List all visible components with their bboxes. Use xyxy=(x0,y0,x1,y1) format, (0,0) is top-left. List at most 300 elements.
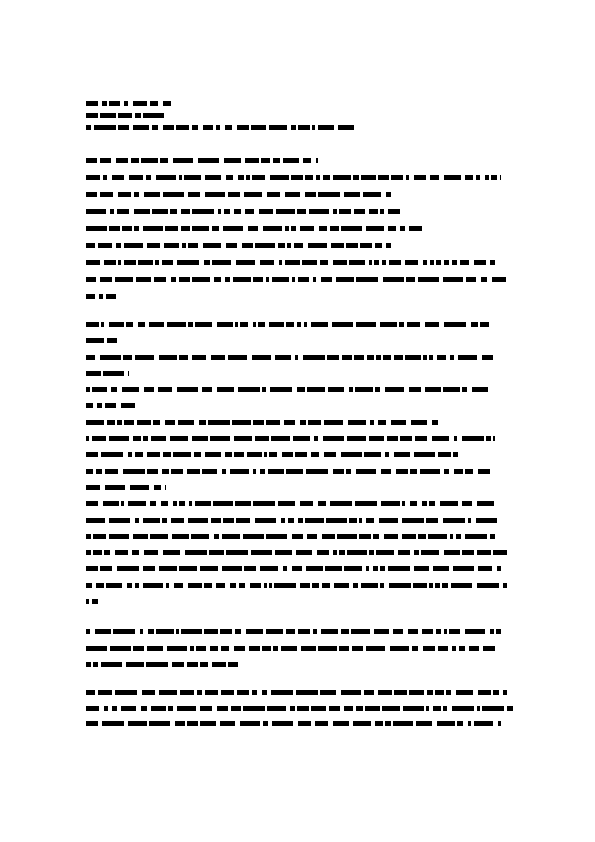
word-mark xyxy=(444,629,447,634)
word-mark xyxy=(134,226,139,231)
word-mark xyxy=(433,706,441,711)
word-mark xyxy=(452,260,457,265)
word-mark xyxy=(212,260,231,265)
text-line xyxy=(86,629,516,634)
word-mark xyxy=(128,452,132,457)
word-mark xyxy=(468,721,471,726)
word-mark xyxy=(263,226,282,231)
word-mark xyxy=(394,355,403,360)
word-mark xyxy=(123,469,145,474)
word-mark xyxy=(374,629,389,634)
word-mark xyxy=(456,690,473,695)
word-mark xyxy=(86,260,100,265)
word-mark xyxy=(352,646,363,651)
word-mark xyxy=(270,175,289,180)
word-mark xyxy=(261,158,270,163)
text-line xyxy=(86,721,516,726)
word-mark xyxy=(144,387,154,392)
word-mark xyxy=(321,629,338,634)
word-mark xyxy=(418,277,439,282)
word-mark xyxy=(244,192,262,197)
word-mark xyxy=(192,226,209,231)
word-mark xyxy=(116,158,128,163)
word-mark xyxy=(402,518,424,523)
word-mark xyxy=(203,243,221,248)
word-mark xyxy=(194,452,201,457)
word-mark xyxy=(460,260,469,265)
word-mark xyxy=(503,690,507,695)
word-mark xyxy=(327,355,339,360)
word-mark xyxy=(414,175,426,180)
word-mark xyxy=(250,583,261,588)
word-mark xyxy=(172,662,184,667)
word-mark xyxy=(471,322,478,327)
word-mark xyxy=(103,175,107,180)
word-mark xyxy=(154,277,166,282)
word-mark xyxy=(402,501,405,506)
word-mark xyxy=(101,662,122,667)
word-mark xyxy=(94,125,116,130)
word-mark xyxy=(388,226,396,231)
word-mark xyxy=(118,113,132,118)
word-mark xyxy=(318,125,334,130)
word-mark xyxy=(143,226,163,231)
word-mark xyxy=(381,469,391,474)
word-mark xyxy=(400,436,412,441)
word-mark xyxy=(322,583,330,588)
word-mark xyxy=(199,420,206,425)
word-mark xyxy=(148,629,154,634)
word-mark xyxy=(272,277,289,282)
word-mark xyxy=(444,322,466,327)
word-mark xyxy=(393,721,413,726)
word-mark xyxy=(278,501,295,506)
word-mark xyxy=(378,420,386,425)
word-mark xyxy=(226,243,237,248)
word-mark xyxy=(267,192,280,197)
word-mark xyxy=(200,721,216,726)
word-mark xyxy=(234,452,244,457)
word-mark xyxy=(143,566,155,571)
word-mark xyxy=(333,469,344,474)
word-mark xyxy=(405,260,418,265)
word-mark xyxy=(275,355,291,360)
word-mark xyxy=(156,175,176,180)
word-mark xyxy=(86,322,99,327)
word-mark xyxy=(369,209,378,214)
word-mark xyxy=(150,101,158,106)
word-mark xyxy=(341,452,362,457)
word-mark xyxy=(341,226,362,231)
word-mark xyxy=(297,209,306,214)
word-mark xyxy=(86,550,91,555)
word-mark xyxy=(465,175,473,180)
word-mark xyxy=(166,583,169,588)
word-mark xyxy=(106,583,122,588)
word-mark xyxy=(86,277,96,282)
word-mark xyxy=(388,209,400,214)
word-mark xyxy=(298,518,303,523)
word-mark xyxy=(349,387,353,392)
word-mark xyxy=(476,175,480,180)
word-mark xyxy=(100,566,112,571)
word-mark xyxy=(406,277,415,282)
word-mark xyxy=(117,420,122,425)
word-mark xyxy=(98,243,112,248)
word-mark xyxy=(252,355,271,360)
text-line xyxy=(86,338,516,343)
word-mark xyxy=(273,158,280,163)
word-mark xyxy=(86,387,90,392)
word-mark xyxy=(200,566,218,571)
word-mark xyxy=(382,706,400,711)
word-mark xyxy=(369,550,374,555)
word-mark xyxy=(474,721,493,726)
word-mark xyxy=(412,646,418,651)
word-mark xyxy=(275,550,292,555)
word-mark xyxy=(399,322,404,327)
word-mark xyxy=(240,721,260,726)
word-mark xyxy=(143,436,148,441)
word-mark xyxy=(375,387,380,392)
word-mark xyxy=(391,420,406,425)
word-mark xyxy=(126,322,133,327)
word-mark xyxy=(200,662,208,667)
word-mark xyxy=(171,277,176,282)
word-mark xyxy=(414,550,419,555)
word-mark xyxy=(306,566,323,571)
word-mark xyxy=(294,243,303,248)
word-mark xyxy=(146,662,168,667)
word-mark xyxy=(187,662,198,667)
word-mark xyxy=(296,690,318,695)
word-mark xyxy=(92,436,106,441)
word-mark xyxy=(100,355,121,360)
word-mark xyxy=(224,158,241,163)
word-mark xyxy=(86,534,91,539)
word-mark xyxy=(233,277,251,282)
word-mark xyxy=(124,243,143,248)
word-mark xyxy=(143,518,160,523)
word-mark xyxy=(389,260,401,265)
word-mark xyxy=(135,518,139,523)
word-mark xyxy=(477,501,494,506)
word-mark xyxy=(103,501,119,506)
word-mark xyxy=(141,706,147,711)
word-mark xyxy=(354,209,365,214)
word-mark xyxy=(188,192,200,197)
word-mark xyxy=(236,518,250,523)
word-mark xyxy=(109,534,129,539)
word-mark xyxy=(286,322,294,327)
word-mark xyxy=(135,583,139,588)
word-mark xyxy=(374,260,379,265)
word-mark xyxy=(248,226,258,231)
word-mark xyxy=(331,243,344,248)
word-mark xyxy=(252,175,265,180)
word-mark xyxy=(179,501,185,506)
word-mark xyxy=(426,706,429,711)
word-mark xyxy=(385,721,391,726)
word-mark xyxy=(179,277,190,282)
word-mark xyxy=(212,226,219,231)
word-mark xyxy=(202,469,217,474)
word-mark xyxy=(86,662,91,667)
word-mark xyxy=(370,420,374,425)
word-mark xyxy=(147,646,163,651)
word-mark xyxy=(393,629,403,634)
word-mark xyxy=(383,277,404,282)
word-mark xyxy=(444,550,460,555)
word-mark xyxy=(413,583,427,588)
word-mark xyxy=(353,721,371,726)
word-mark xyxy=(324,452,336,457)
word-mark xyxy=(132,550,139,555)
word-mark xyxy=(378,690,392,695)
word-mark xyxy=(351,629,370,634)
word-mark xyxy=(180,690,194,695)
word-mark xyxy=(109,226,120,231)
word-mark xyxy=(179,175,182,180)
word-mark xyxy=(376,355,381,360)
word-mark xyxy=(177,706,196,711)
word-mark xyxy=(308,420,321,425)
word-mark xyxy=(171,469,183,474)
word-mark xyxy=(363,192,381,197)
word-mark xyxy=(216,125,220,130)
word-mark xyxy=(192,355,206,360)
word-mark xyxy=(86,518,105,523)
word-mark xyxy=(356,277,378,282)
word-mark xyxy=(361,175,376,180)
word-mark xyxy=(161,501,168,506)
word-mark xyxy=(205,192,225,197)
word-mark xyxy=(416,721,432,726)
text-line xyxy=(86,469,516,474)
text-line xyxy=(86,371,516,376)
word-mark xyxy=(92,387,107,392)
word-mark xyxy=(459,646,465,651)
word-mark xyxy=(153,420,160,425)
word-mark xyxy=(124,101,128,106)
word-mark xyxy=(260,260,274,265)
word-mark xyxy=(483,646,495,651)
word-mark xyxy=(330,226,339,231)
word-mark xyxy=(95,629,111,634)
word-mark xyxy=(226,175,233,180)
word-mark xyxy=(276,209,295,214)
word-mark xyxy=(498,721,501,726)
word-mark xyxy=(426,518,438,523)
word-mark xyxy=(124,420,134,425)
text-line xyxy=(86,534,516,539)
word-mark xyxy=(322,534,335,539)
word-mark xyxy=(133,436,141,441)
word-mark xyxy=(160,158,168,163)
word-mark xyxy=(211,518,221,523)
word-mark xyxy=(255,518,276,523)
word-mark xyxy=(232,420,251,425)
word-mark xyxy=(466,277,476,282)
word-mark xyxy=(391,175,403,180)
word-mark xyxy=(477,706,480,711)
word-mark xyxy=(151,706,166,711)
word-mark xyxy=(356,706,363,711)
text-line xyxy=(86,260,516,265)
word-mark xyxy=(333,175,351,180)
text-line xyxy=(86,355,516,360)
word-mark xyxy=(86,706,99,711)
word-mark xyxy=(477,583,499,588)
word-mark xyxy=(450,534,453,539)
word-mark xyxy=(93,662,98,667)
word-mark xyxy=(93,550,102,555)
word-mark xyxy=(133,101,147,106)
word-mark xyxy=(128,721,147,726)
word-mark xyxy=(380,322,397,327)
text-line xyxy=(86,113,516,118)
word-mark xyxy=(477,550,491,555)
word-mark xyxy=(173,452,191,457)
word-mark xyxy=(319,226,327,231)
word-mark xyxy=(86,101,98,106)
word-mark xyxy=(271,436,290,441)
word-mark xyxy=(481,277,487,282)
word-mark xyxy=(121,706,136,711)
word-mark xyxy=(300,420,306,425)
word-mark xyxy=(98,690,112,695)
word-mark xyxy=(170,436,188,441)
word-mark xyxy=(458,355,477,360)
word-mark xyxy=(283,158,299,163)
word-mark xyxy=(222,469,226,474)
word-mark xyxy=(438,452,451,457)
word-mark xyxy=(303,158,311,163)
word-mark xyxy=(309,209,329,214)
word-mark xyxy=(369,260,372,265)
word-mark xyxy=(457,721,463,726)
word-mark xyxy=(465,469,473,474)
word-mark xyxy=(303,355,325,360)
word-mark xyxy=(304,322,307,327)
word-mark xyxy=(432,420,438,425)
word-mark xyxy=(158,387,172,392)
word-mark xyxy=(266,420,280,425)
word-mark xyxy=(364,690,374,695)
word-mark xyxy=(341,690,361,695)
word-mark xyxy=(167,322,186,327)
word-mark xyxy=(200,706,212,711)
text-line xyxy=(86,452,516,457)
word-mark xyxy=(86,158,97,163)
word-mark xyxy=(380,209,384,214)
word-mark xyxy=(266,277,269,282)
word-mark xyxy=(268,469,284,474)
word-mark xyxy=(297,706,309,711)
text-line xyxy=(86,403,516,408)
text-line xyxy=(86,599,516,604)
word-mark xyxy=(366,566,369,571)
word-mark xyxy=(86,452,98,457)
word-mark xyxy=(149,721,170,726)
word-mark xyxy=(341,629,349,634)
word-mark xyxy=(476,518,497,523)
text-line xyxy=(86,209,516,214)
word-mark xyxy=(369,436,384,441)
word-mark xyxy=(165,420,175,425)
word-mark xyxy=(210,646,218,651)
word-mark xyxy=(109,436,129,441)
word-mark xyxy=(223,226,243,231)
word-mark xyxy=(86,583,92,588)
word-mark xyxy=(247,452,262,457)
word-mark xyxy=(285,260,300,265)
word-mark xyxy=(361,583,378,588)
word-mark xyxy=(290,706,295,711)
word-mark xyxy=(109,518,130,523)
word-mark xyxy=(444,469,449,474)
word-mark xyxy=(228,662,238,667)
word-mark xyxy=(211,355,225,360)
word-mark xyxy=(273,646,278,651)
word-mark xyxy=(86,469,93,474)
word-mark xyxy=(348,420,366,425)
word-mark xyxy=(269,322,284,327)
word-mark xyxy=(492,277,506,282)
text-line xyxy=(86,420,516,425)
word-mark xyxy=(86,294,95,299)
word-mark xyxy=(320,690,336,695)
word-mark xyxy=(86,646,107,651)
word-mark xyxy=(324,420,343,425)
word-mark xyxy=(300,501,313,506)
word-mark xyxy=(500,175,501,180)
word-mark xyxy=(311,706,326,711)
word-mark xyxy=(325,566,342,571)
word-mark xyxy=(190,646,194,651)
word-mark xyxy=(323,175,330,180)
word-mark xyxy=(427,690,433,695)
word-mark xyxy=(86,629,90,634)
word-mark xyxy=(323,436,344,441)
text-line xyxy=(86,690,516,695)
word-mark xyxy=(218,209,221,214)
word-mark xyxy=(486,436,491,441)
word-mark xyxy=(451,583,472,588)
word-mark xyxy=(409,387,421,392)
word-mark xyxy=(208,420,230,425)
text-line xyxy=(86,485,516,490)
word-mark xyxy=(140,629,143,634)
word-mark xyxy=(150,534,168,539)
word-mark xyxy=(291,125,296,130)
word-mark xyxy=(425,322,439,327)
word-mark xyxy=(385,452,389,457)
word-mark xyxy=(269,452,277,457)
word-mark xyxy=(222,566,242,571)
word-mark xyxy=(150,501,156,506)
word-mark xyxy=(349,518,357,523)
word-mark xyxy=(507,706,513,711)
word-mark xyxy=(307,534,317,539)
word-mark xyxy=(253,420,264,425)
word-mark xyxy=(221,690,234,695)
word-mark xyxy=(134,209,150,214)
word-mark xyxy=(305,175,313,180)
word-mark xyxy=(196,646,206,651)
word-mark xyxy=(438,646,448,651)
word-mark xyxy=(173,501,177,506)
